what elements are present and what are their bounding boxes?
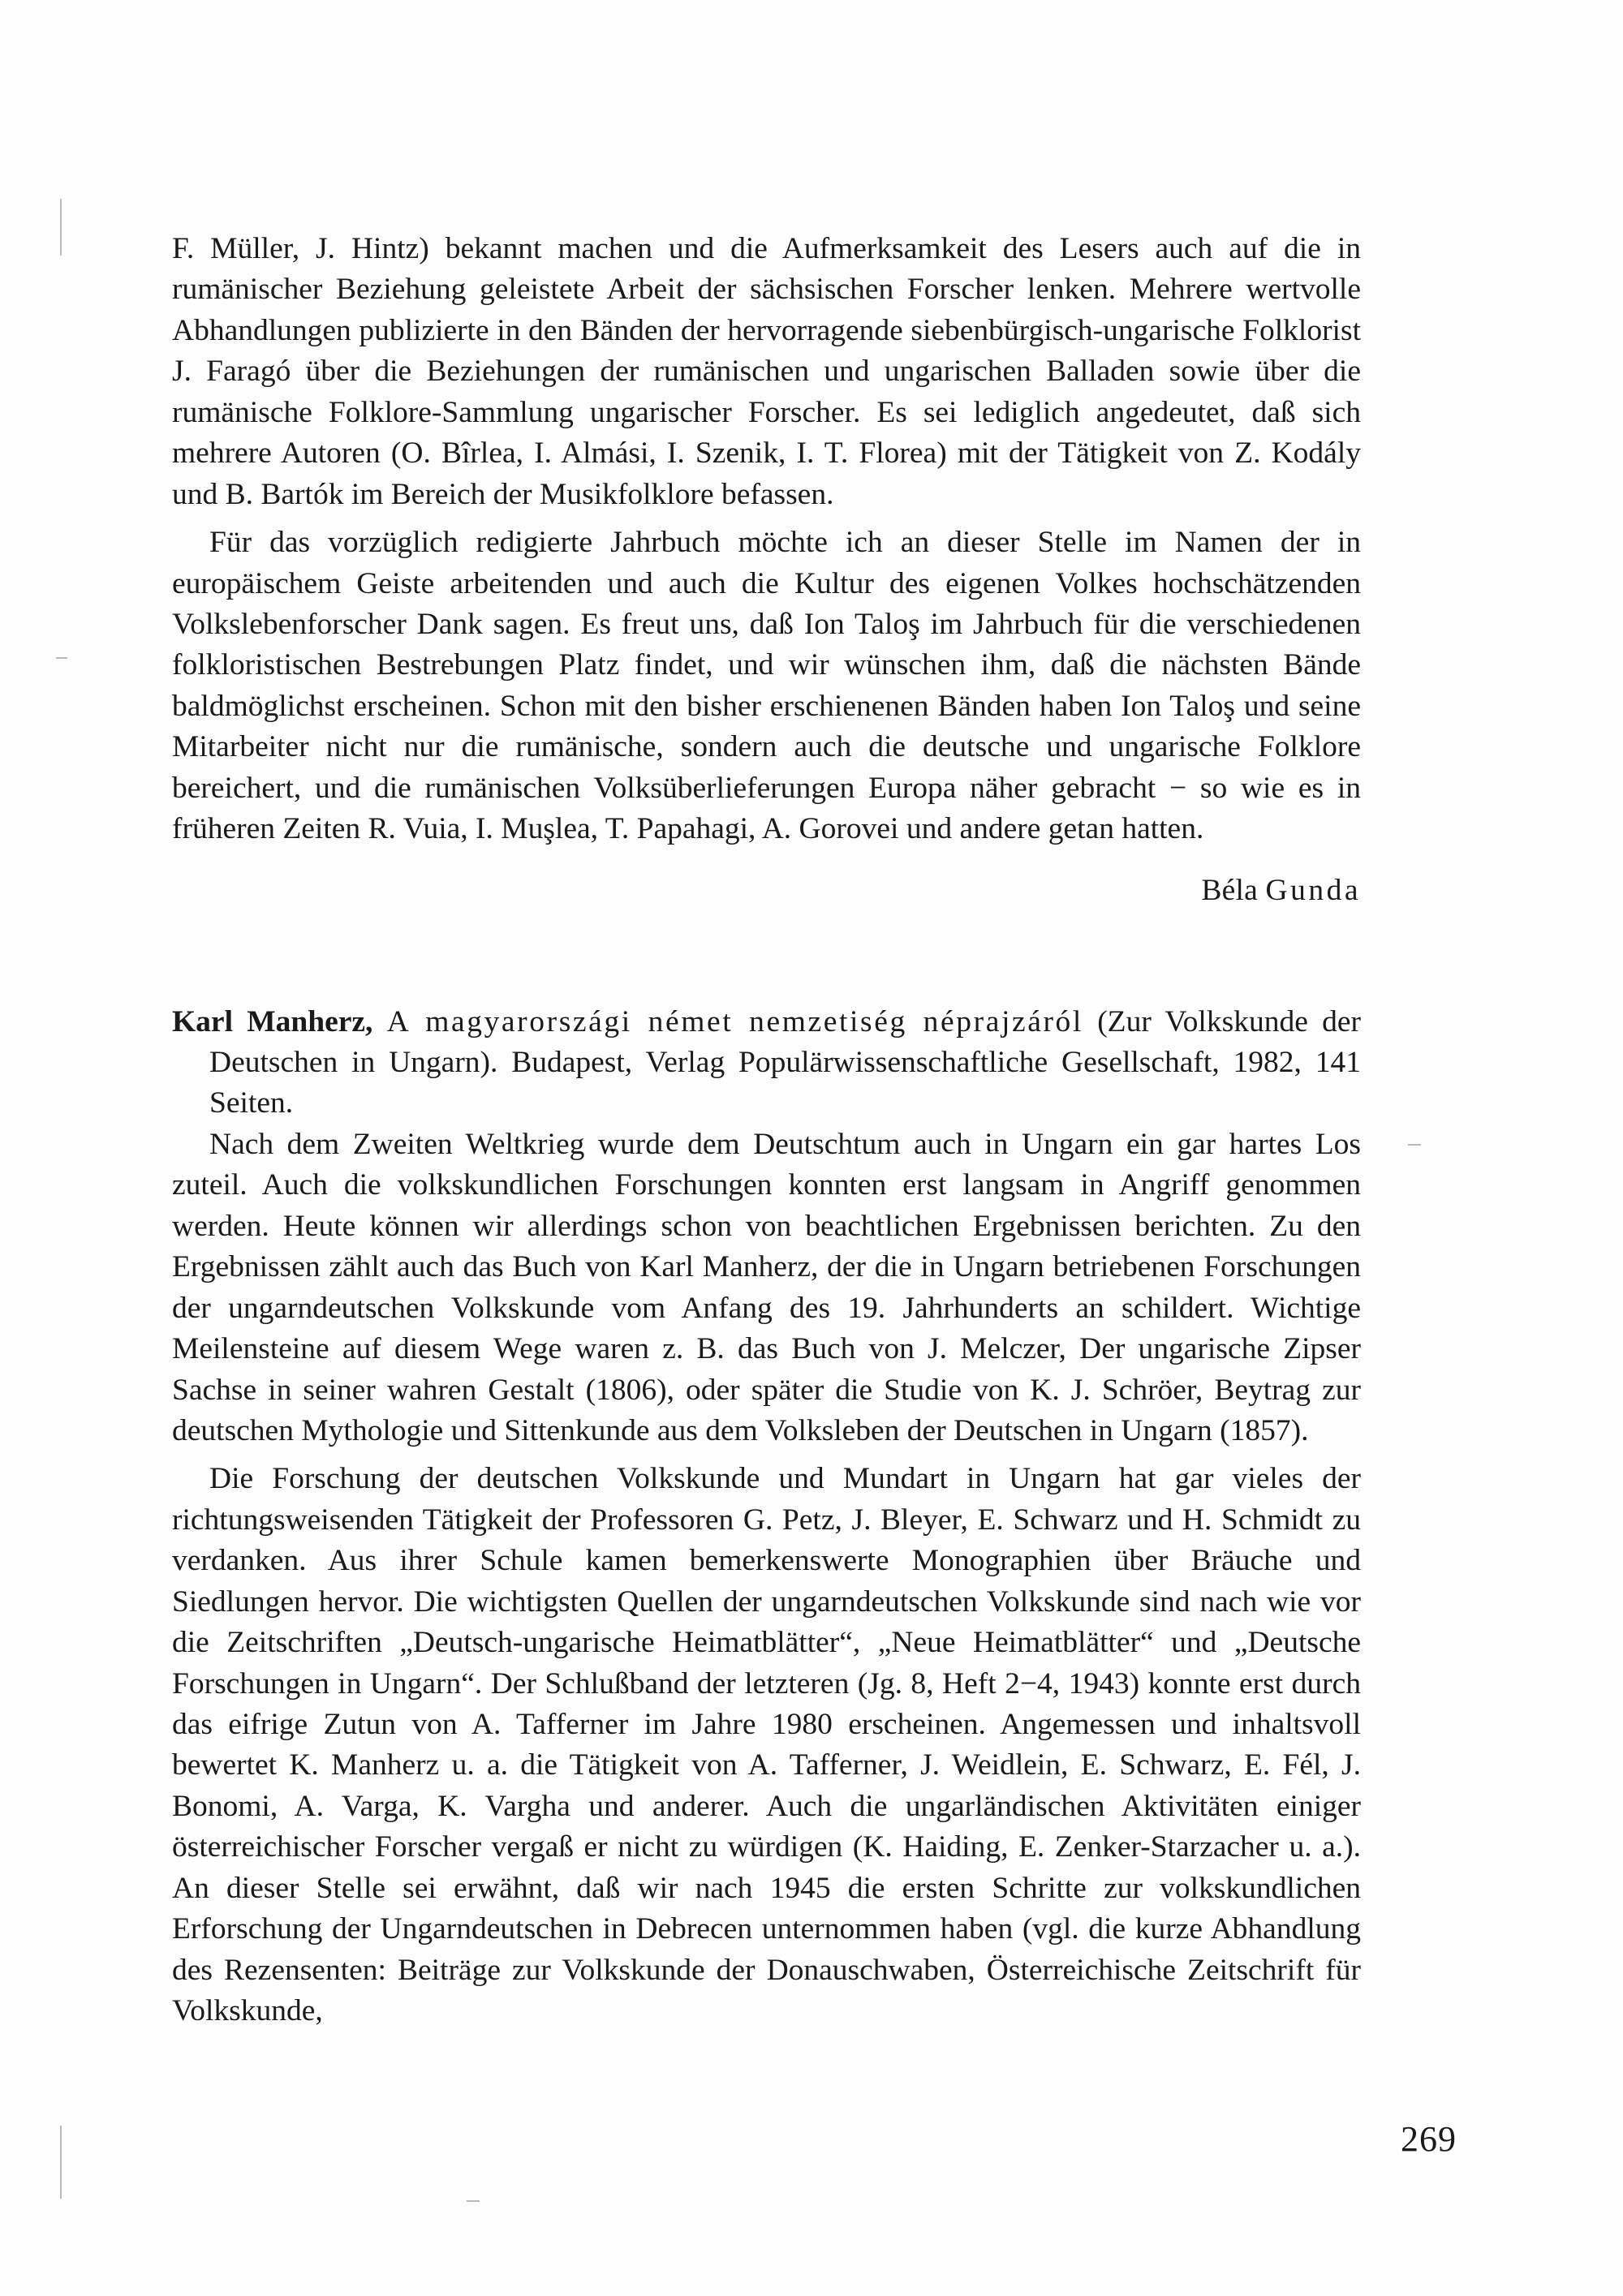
signature-last-name: Gunda — [1265, 873, 1361, 907]
review-author: Karl Manherz, — [172, 1004, 373, 1038]
review-signature — [172, 873, 1361, 908]
page-body — [172, 229, 1361, 2032]
review-paragraph: Nach dem Zweiten Weltkrieg wurde dem Deutschtum auch in Ungarn ein gar hartes Los zuteil. Auch die volkskundlichen Forschungen konnten erst langsam in Angriff genommen werden. Heute können wir allerdings schon von beachtlichen Ergebnissen berichten. Zu den Ergebnissen zählt auch das Buch von Karl Manherz, der die in Ungarn betriebenen Forschungen der ungarndeutschen Volkskunde vom Anfang des 19. Jahrhunderts an schildert. Wichtige Meilensteine auf diesem Wege waren z. B. das Buch von J. Melczer, Der ungarische Zipser Sachse in seiner wahren Gestalt (1806), oder später die Studie von K. J. Schröer, Beytrag zur deutschen Mythologie und Sittenkunde aus dem Volksleben der Deutschen in Ungarn (1857). — [172, 1127, 1361, 1447]
paragraph-spacer — [172, 1451, 1361, 1459]
page-number: 269 — [1401, 2119, 1457, 2159]
margin-mark — [56, 657, 67, 659]
signature-first-name: Béla — [1201, 873, 1258, 907]
review-paragraph: Die Forschung der deutschen Volkskunde und Mundart in Ungarn hat gar vieles der richtungsweisenden Tätigkeit der Professoren G. Petz, J. Bleyer, E. Schwarz und H. Schmidt zu verdanken. Aus ihrer Schule kamen bemerkenswerte Monographien über Bräuche und Siedlungen hervor. Die wichtigsten Quellen der ungarndeutschen Volkskunde sind nach wie vor die Zeitschriften „Deutsch-ungarische Heimatblätter“, „Neue Heimatblätter“ und „Deutsche Forschungen in Ungarn“. Der Schlußband der letzteren (Jg. 8, Heft 2−4, 1943) konnte erst durch das eifrige Zutun von A. Tafferner im Jahre 1980 erscheinen. Angemessen und inhaltsvoll bewertet K. Manherz u. a. die Tätigkeit von A. Tafferner, J. Weidlein, E. Schwarz, E. Fél, J. Bonomi, A. Varga, K. Vargha und anderer. Auch die ungarländischen Aktivitäten einiger österreichischer Forscher vergaß er nicht zu würdigen (K. Haiding, E. Zenker-Starzacher u. a.). An dieser Stelle sei erwähnt, daß wir nach 1945 die ersten Schritte zur volkskundlichen Erforschung der Ungarndeutschen in Debrecen unternommen haben (vgl. die kurze Abhandlung des Rezensenten: Beiträge zur Volkskunde der Donauschwaben, Österreichische Zeitschrift für Volkskunde, — [172, 1462, 1361, 2028]
review-heading — [172, 1002, 1361, 1124]
review-title: A magyarországi német nemzetiség néprajzáról — [386, 1004, 1083, 1038]
margin-mark — [467, 2200, 480, 2202]
margin-mark — [60, 2126, 62, 2199]
paragraph-spacer — [172, 515, 1361, 522]
review-paragraph: Für das vorzüglich redigierte Jahrbuch möchte ich an dieser Stelle im Namen der in europäischem Geiste arbeitenden und auch die Kultur des eigenen Volkes hochschätzenden Volkslebenforscher Dank sagen. Es freut uns, daß Ion Taloş im Jahrbuch für die verschiedenen folkloristischen Bestrebungen Platz findet, und wir wünschen ihm, daß die nächsten Bände baldmöglichst erscheinen. Schon mit den bisher erschienenen Bänden haben Ion Taloş und seine Mitarbeiter nicht nur die rumänische, sondern auch die deutsche und ungarische Folklore bereichert, und die rumänischen Volksüberlieferungen Europa näher gebracht − so wie es in früheren Zeiten R. Vuia, I. Muşlea, T. Papahagi, A. Gorovei und andere getan hatten. — [172, 526, 1361, 846]
section-spacer — [172, 908, 1361, 1002]
margin-mark — [1408, 1144, 1421, 1146]
review-imprint: (Zur Volkskunde der Deutschen in Ungarn). Budapest, Verlag Populärwissenschaftliche Gesellschaft, 1982, 141 Seiten. — [209, 1004, 1361, 1120]
review-paragraph: F. Müller, J. Hintz) bekannt machen und die Aufmerksamkeit des Lesers auch auf die in rumänischer Beziehung geleistete Arbeit der sächsischen Forscher lenken. Mehrere wertvolle Abhandlungen publizierte in den Bänden der hervorragende siebenbürgisch-ungarische Folklorist J. Faragó über die Beziehungen der rumänischen und ungarischen Balladen sowie über die rumänische Folklore-Sammlung ungarischer Forscher. Es sei lediglich angedeutet, daß sich mehrere Autoren (O. Bîrlea, I. Almási, I. Szenik, I. T. Florea) mit der Tätigkeit von Z. Kodály und B. Bartók im Bereich der Musikfolklore befassen. — [172, 232, 1361, 511]
margin-mark — [60, 199, 62, 256]
